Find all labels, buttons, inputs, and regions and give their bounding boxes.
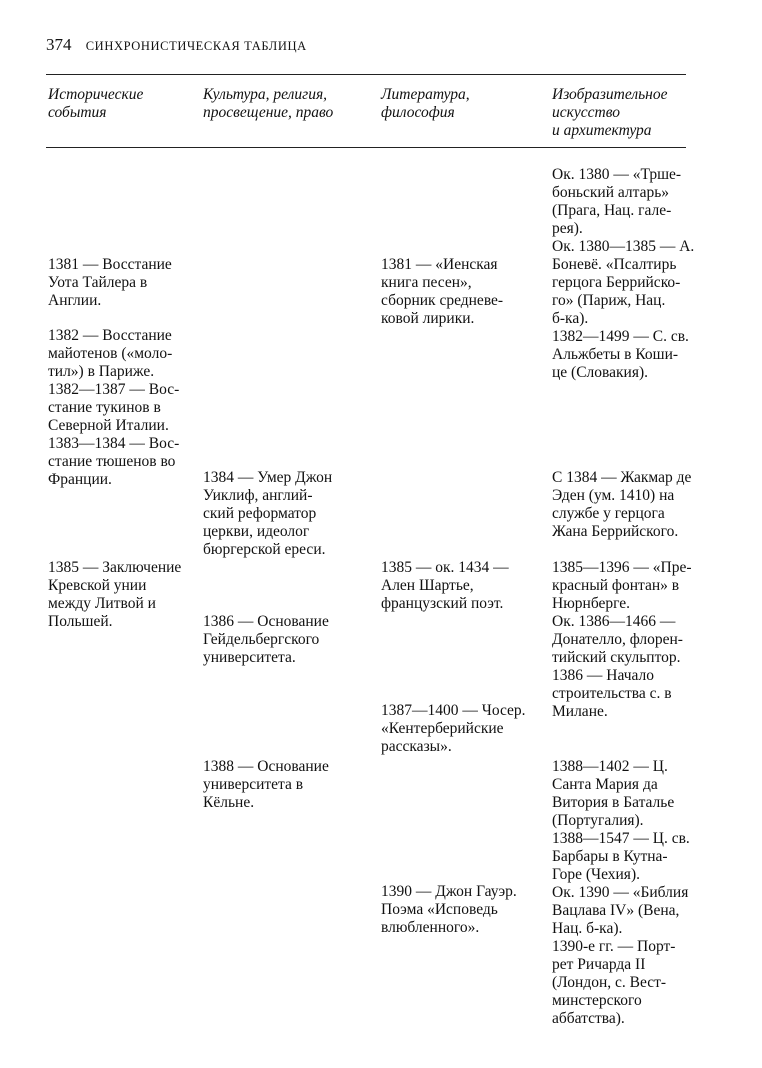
column-header-history: Исторические события [48,86,144,121]
art-entry: Ок. 1380 — «Трше- боньский алтарь» (Прага, Нац. гале- рея). Ок. 1380—1385 — А. Боневё. «Псалтирь герцога Беррийско- го» (Париж, Нац. б-ка). 1382—1499 — С. св. Альжбеты в Коши- це (Словакия). [552,166,695,381]
history-entry: 1385 — Заключение Кревской унии между Литвой и Польшей. [48,559,182,630]
literature-entry: 1387—1400 — Чосер. «Кентерберийские рассказы». [381,702,526,755]
literature-entry: 1381 — «Иенская книга песен», сборник средневе- ковой лирики. [381,256,504,327]
running-header [46,35,307,55]
top-rule [46,74,686,75]
culture-entry: 1388 — Основание университета в Кёльне. [203,758,329,811]
art-entry: С 1384 — Жакмар де Эден (ум. 1410) на службе у герцога Жана Беррийского. [552,469,692,540]
column-header-culture: Культура, религия, просвещение, право [203,86,334,121]
history-entry: 1382 — Восстание майотенов («моло- тил») в Париже. 1382—1387 — Вос- стание тукинов в Северной Италии. 1383—1384 — Вос- стание тюшенов во Франции. [48,327,180,488]
header-bottom-rule [46,147,686,148]
column-header-literature: Литература, философия [381,86,470,121]
art-entry: 1388—1402 — Ц. Санта Мария да Витория в Баталье (Португалия). 1388—1547 — Ц. св. Барбары в Кутна- Горе (Чехия). Ок. 1390 — «Библия Вацлава IV» (Вена, Нац. б-ка). 1390-е гг. — Порт- рет Ричарда II (Лондон, с. Вест- минстерского аббатства). [552,758,690,1027]
history-entry: 1381 — Восстание Уота Тайлера в Англии. [48,256,172,309]
art-entry: 1385—1396 — «Пре- красный фонтан» в Нюрнберге. Ок. 1386—1466 — Донателло, флорен- тийский скульптор. 1386 — Начало строительства с. в Милане. [552,559,692,720]
literature-entry: 1390 — Джон Гауэр. Поэма «Исповедь влюбленного». [381,883,517,936]
culture-entry: 1386 — Основание Гейдельбергского университета. [203,613,329,666]
running-title: СИНХРОНИСТИЧЕСКАЯ ТАБЛИЦА [85,39,307,53]
column-header-art: Изобразительное искусство и архитектура [552,86,668,139]
literature-entry: 1385 — ок. 1434 — Ален Шартье, французский поэт. [381,559,509,612]
culture-entry: 1384 — Умер Джон Уиклиф, англий- ский реформатор церкви, идеолог бюргерской ереси. [203,469,333,558]
page-number: 374 [46,35,72,54]
